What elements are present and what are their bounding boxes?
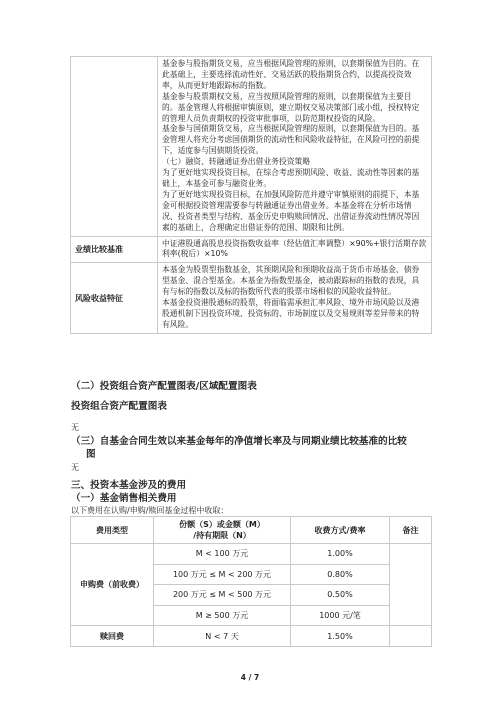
note-cell [390,544,432,626]
risk-paragraph: 本基金为股票型指数基金，其预期风险和预期收益高于货币市场基金、债券型基金、混合型基金。本基金为指数型基金，被动跟踪标的指数的表现，具有与标的指数以及标的指数所代表的股票市场相似的风险收益特征。 [162,265,420,297]
table-row [71,544,432,565]
table-row [71,236,432,263]
section-heading: （三）自基金合同生效以来基金每年的净值增长率及与同期业绩比较基准的比较 [71,436,407,447]
risk-cell [158,263,432,333]
strategy-paragraph: 基金参与股指期货交易，应当根据风险管理的原则，以套期保值为目的。在此基础上，主要选择流动性好、交易活跃的股指期货合约，以提高投资效率，从而更好地跟踪标的指数。 [162,59,420,90]
range-cell: 200 万元 ≤ M < 500 万元 [154,585,291,606]
risk-paragraph: 本基金投资港股通标的股票，将面临需承担汇率风险、境外市场风险以及港股通机制下因投资环境、投资标的、市场制度以及交易规则等差异带来的特有风险。 [162,298,420,329]
table-row [71,626,432,647]
header-rate: 收费方式/费率 [291,517,390,544]
note-cell [390,626,432,647]
none-text: 无 [71,463,79,472]
header-note: 备注 [390,517,432,544]
strategy-paragraph: 基金参与股票期权交易，应当按照风险管理的原则，以套期保值为主要目的。基金管理人将根据审慎原则，建立期权交易决策部门或小组，授权特定的管理人员负责期权的投资审批事项，以防范期权投资的风险。 [162,91,420,123]
rate-cell: 1.00% [291,544,390,565]
table-row [71,57,432,237]
rate-cell: 1000 元/笔 [291,605,390,626]
header-amount-line1: 份额（S）或金额（M） [179,520,265,529]
none-text: 无 [71,423,79,432]
table-row [71,263,432,333]
fee-table [70,516,432,647]
range-cell: 100 万元 ≤ M < 200 万元 [154,564,291,585]
section-heading-cont: 图 [86,449,96,460]
range-cell: M < 100 万元 [154,544,291,565]
benchmark-label: 业绩比较基准 [71,236,158,263]
redeem-fee-label: 赎回费 [71,626,154,647]
header-amount-line2: /持有期限（N） [193,531,251,540]
strategy-cell [158,57,432,237]
section-heading: （二）投资组合资产配置图表/区域配置图表 [71,381,257,392]
page-number: 4 / 7 [240,673,260,682]
fund-info-table [70,56,432,334]
purchase-fee-label: 申购费（前收费） [71,544,154,626]
strategy-paragraph: 基金参与国债期货交易，应当根据风险管理的原则，以套期保值为目的。基金管理人将充分考虑国债期货的流动性和风险收益特征，在风险可控的前提下，适度参与国债期货投资。 [162,124,420,156]
intro-text: 以下费用在认购/申购/赎回基金过程中收取： [71,506,229,515]
risk-label: 风险收益特征 [71,263,158,333]
section-subheading: （一）基金销售相关费用 [71,493,177,504]
rate-cell: 0.50% [291,585,390,606]
empty-label-cell [71,57,158,237]
strategy-paragraph: 为了更好地实现投资目标，在加强风险防范并遵守审慎原则的前提下，本基金可根据投资管理需要参与转融通证券出借业务。本基金将在分析市场情况、投资者类型与结构、基金历史申购赎回情况、出借证券流动性情况等因素的基础上，合理确定出借证券的范围、期限和比例。 [162,189,420,232]
range-cell: M ≥ 500 万元 [154,605,291,626]
section-heading: 三、投资本基金涉及的费用 [71,480,187,491]
range-cell: N < 7 天 [154,626,291,647]
header-type: 费用类型 [71,517,154,544]
strategy-paragraph: （七）融资、转融通证券出借业务投资策略 [162,157,311,167]
header-amount [154,517,291,544]
benchmark-text: 中证港股通高股息投资指数收益率（经估值汇率调整）×90%+银行活期存款利率(税后）×10% [158,236,432,263]
rate-cell: 1.50% [291,626,390,647]
table-header-row [71,517,432,544]
rate-cell: 0.80% [291,564,390,585]
section-subheading: 投资组合资产配置图表 [71,401,167,412]
strategy-paragraph: 为了更好地实现投资目标，在综合考虑预期风险、收益、流动性等因素的基础上，本基金可参与融资业务。 [162,168,420,188]
